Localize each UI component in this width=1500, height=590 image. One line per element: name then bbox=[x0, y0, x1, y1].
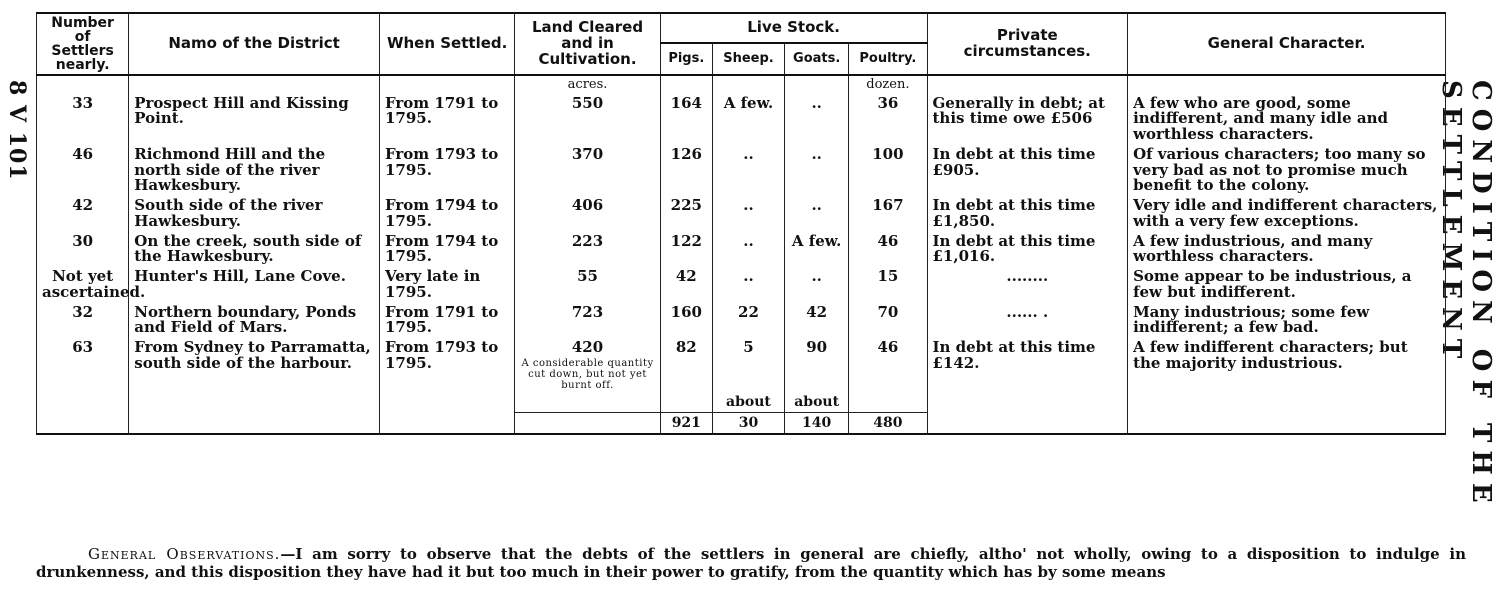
cell-land: 223 bbox=[515, 232, 660, 268]
settlers-table bbox=[36, 12, 1446, 435]
cell-pigs: 126 bbox=[660, 145, 712, 196]
cell-district: South side of the river Hawkesbury. bbox=[129, 196, 380, 232]
header-land: Land Cleared and in Cultivation. bbox=[515, 13, 660, 75]
cell-settlers: 33 bbox=[37, 94, 129, 145]
header-sheep: Sheep. bbox=[712, 43, 784, 75]
cell-character: Many industrious; some few indifferent; a few bad. bbox=[1128, 303, 1446, 339]
table-row bbox=[37, 196, 1446, 232]
cell-pigs: 225 bbox=[660, 196, 712, 232]
cell-when-settled: From 1793 to 1795. bbox=[379, 145, 514, 196]
cell-character: A few who are good, some indifferent, and many idle and worthless characters. bbox=[1128, 94, 1446, 145]
cell-sheep: A few. bbox=[712, 94, 784, 145]
cell-district: Richmond Hill and the north side of the river Hawkesbury. bbox=[129, 145, 380, 196]
totals-row bbox=[37, 412, 1446, 434]
header-district: Namo of the District bbox=[129, 13, 380, 75]
land-value: 420 bbox=[571, 338, 604, 357]
table-row bbox=[37, 338, 1446, 393]
table-row bbox=[37, 94, 1446, 145]
cell-circumstances: In debt at this time £142. bbox=[927, 338, 1128, 393]
cell-settlers: 30 bbox=[37, 232, 129, 268]
cell-when-settled: Very late in 1795. bbox=[379, 267, 514, 303]
cell-district: From Sydney to Parramatta, south side of the harbour. bbox=[129, 338, 380, 393]
cell-circumstances: In debt at this time £905. bbox=[927, 145, 1128, 196]
cell-when-settled: From 1791 to 1795. bbox=[379, 94, 514, 145]
cell-poultry: 46 bbox=[849, 232, 927, 268]
cell-pigs: 160 bbox=[660, 303, 712, 339]
cell-sheep: .. bbox=[712, 196, 784, 232]
cell-poultry: 46 bbox=[849, 338, 927, 393]
about-sheep: about bbox=[712, 393, 784, 412]
cell-district: Northern boundary, Ponds and Field of Mars. bbox=[129, 303, 380, 339]
cell-sheep: .. bbox=[712, 232, 784, 268]
cell-character: Of various characters; too many so very bad as not to promise much benefit to the colony. bbox=[1128, 145, 1446, 196]
table-row bbox=[37, 232, 1446, 268]
observations-text: —I am sorry to observe that the debts of the settlers in general are chiefly, altho' not wholly, owing to a disposition to indulge in drunkenness, and this disposition they have had it but too much in their power to gratify, from the quantity which has by some means bbox=[36, 545, 1466, 581]
header-row bbox=[37, 13, 1446, 43]
cell-district: Hunter's Hill, Lane Cove. bbox=[129, 267, 380, 303]
cell-settlers: 32 bbox=[37, 303, 129, 339]
cell-sheep: 22 bbox=[712, 303, 784, 339]
cell-sheep: 5 bbox=[712, 338, 784, 393]
general-observations bbox=[36, 545, 1466, 590]
header-character: General Character. bbox=[1128, 13, 1446, 75]
cell-goats: .. bbox=[785, 145, 849, 196]
cell-when-settled: From 1793 to 1795. bbox=[379, 338, 514, 393]
header-pigs: Pigs. bbox=[660, 43, 712, 75]
cell-settlers: 63 bbox=[37, 338, 129, 393]
header-circumstances: Private circumstances. bbox=[927, 13, 1128, 75]
cell-poultry: 15 bbox=[849, 267, 927, 303]
header-poultry: Poultry. bbox=[849, 43, 927, 75]
cell-character: A few industrious, and many worthless characters. bbox=[1128, 232, 1446, 268]
cell-pigs: 42 bbox=[660, 267, 712, 303]
cell-goats: 42 bbox=[785, 303, 849, 339]
cell-goats: .. bbox=[785, 267, 849, 303]
units-row bbox=[37, 75, 1446, 94]
cell-settlers: 42 bbox=[37, 196, 129, 232]
units-poultry: dozen. bbox=[849, 75, 927, 94]
cell-land: 723 bbox=[515, 303, 660, 339]
cell-poultry: 167 bbox=[849, 196, 927, 232]
cell-settlers: 46 bbox=[37, 145, 129, 196]
total-poultry: 480 bbox=[849, 412, 927, 434]
cell-character: A few indifferent characters; but the majority industrious. bbox=[1128, 338, 1446, 393]
cell-pigs: 164 bbox=[660, 94, 712, 145]
cell-land: 406 bbox=[515, 196, 660, 232]
cell-land: 370 bbox=[515, 145, 660, 196]
left-margin-header: 8 V 101 bbox=[4, 80, 30, 181]
cell-pigs: 82 bbox=[660, 338, 712, 393]
header-livestock: Live Stock. bbox=[660, 13, 927, 43]
cell-goats: 90 bbox=[785, 338, 849, 393]
total-pigs: 921 bbox=[660, 412, 712, 434]
cell-sheep: .. bbox=[712, 145, 784, 196]
total-goats: 140 bbox=[785, 412, 849, 434]
cell-when-settled: From 1794 to 1795. bbox=[379, 196, 514, 232]
cell-poultry: 100 bbox=[849, 145, 927, 196]
cell-circumstances: Generally in debt; at this time owe £506 bbox=[927, 94, 1128, 145]
table-row bbox=[37, 303, 1446, 339]
cell-land: 550 bbox=[515, 94, 660, 145]
cell-circumstances: In debt at this time £1,016. bbox=[927, 232, 1128, 268]
cell-circumstances: ...... . bbox=[927, 303, 1128, 339]
units-land: acres. bbox=[515, 75, 660, 94]
cell-sheep: .. bbox=[712, 267, 784, 303]
cell-when-settled: From 1791 to 1795. bbox=[379, 303, 514, 339]
table-row bbox=[37, 145, 1446, 196]
observations-lead: General Observations. bbox=[88, 545, 281, 563]
total-sheep: 30 bbox=[712, 412, 784, 434]
cell-character: Some appear to be industrious, a few but indifferent. bbox=[1128, 267, 1446, 303]
cell-circumstances: ........ bbox=[927, 267, 1128, 303]
cell-circumstances: In debt at this time £1,850. bbox=[927, 196, 1128, 232]
cell-character: Very idle and indifferent characters, with a very few exceptions. bbox=[1128, 196, 1446, 232]
cell-district: On the creek, south side of the Hawkesbury. bbox=[129, 232, 380, 268]
cell-when-settled: From 1794 to 1795. bbox=[379, 232, 514, 268]
cell-settlers: Not yet ascertained. bbox=[37, 267, 129, 303]
header-settlers: Number of Settlers nearly. bbox=[37, 13, 129, 75]
cell-land: 55 bbox=[515, 267, 660, 303]
right-margin-running-title: CONDITION OF THE SETTLEMENT bbox=[1436, 80, 1496, 511]
header-when-settled: When Settled. bbox=[379, 13, 514, 75]
land-note: A considerable quantity cut down, but not yet burnt off. bbox=[521, 357, 654, 391]
cell-pigs: 122 bbox=[660, 232, 712, 268]
about-goats: about bbox=[785, 393, 849, 412]
cell-poultry: 70 bbox=[849, 303, 927, 339]
table-row bbox=[37, 267, 1446, 303]
cell-goats: .. bbox=[785, 94, 849, 145]
cell-district: Prospect Hill and Kissing Point. bbox=[129, 94, 380, 145]
cell-goats: .. bbox=[785, 196, 849, 232]
cell-land bbox=[515, 338, 660, 393]
cell-goats: A few. bbox=[785, 232, 849, 268]
cell-poultry: 36 bbox=[849, 94, 927, 145]
about-row bbox=[37, 393, 1446, 412]
header-goats: Goats. bbox=[785, 43, 849, 75]
